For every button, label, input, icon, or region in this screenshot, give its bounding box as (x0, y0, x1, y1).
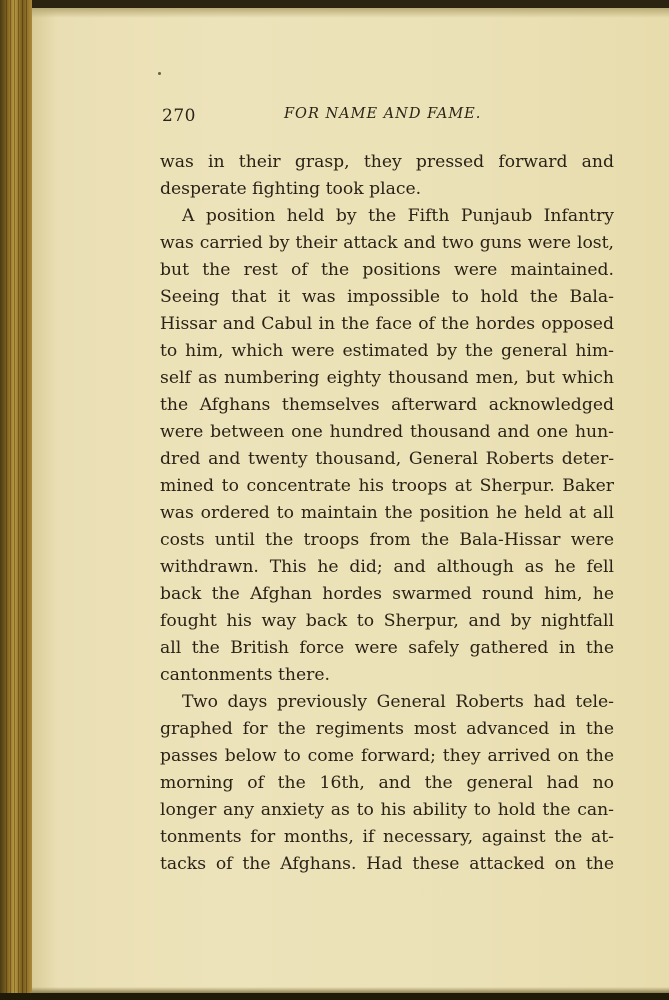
text-line: longer any anxiety as to his ability to hold the can- (160, 800, 614, 820)
page-header (160, 104, 614, 132)
text-line: morning of the 16th, and the general had no (160, 773, 614, 793)
ink-speck (158, 72, 161, 75)
spine-texture (6, 0, 30, 1000)
running-title: FOR NAME AND FAME. (284, 106, 482, 122)
page-top-shadow (32, 8, 669, 18)
text-line: graphed for the regiments most advanced in the (160, 719, 614, 739)
body-text (160, 149, 614, 878)
text-line: all the British force were safely gathered in the (160, 638, 614, 658)
text-line: back the Afghan hordes swarmed round him, he (160, 584, 614, 604)
text-line: was carried by their attack and two guns were lost, (160, 233, 614, 253)
page-number: 270 (162, 106, 196, 126)
text-line: were between one hundred thousand and one hun- (160, 422, 614, 442)
text-line: tonments for months, if necessary, against the at- (160, 827, 614, 847)
text-line: self as numbering eighty thousand men, but which (160, 368, 614, 388)
text-line: the Afghans themselves afterward acknowledged (160, 395, 614, 415)
text-line: fought his way back to Sherpur, and by nightfall (160, 611, 614, 631)
text-line: Two days previously General Roberts had tele- (182, 692, 614, 712)
book-spine (0, 0, 32, 1000)
text-line: passes below to come forward; they arrived on the (160, 746, 614, 766)
text-line: was in their grasp, they pressed forward and (160, 152, 614, 172)
text-line: was ordered to maintain the position he held at all (160, 503, 614, 523)
text-line: to him, which were estimated by the general him- (160, 341, 614, 361)
text-line: mined to concentrate his troops at Sherpur. Baker (160, 476, 614, 496)
text-line: desperate fighting took place. (160, 179, 422, 199)
text-line: but the rest of the positions were maintained. (160, 260, 614, 280)
text-line: Hissar and Cabul in the face of the hordes opposed (160, 314, 614, 334)
text-line: withdrawn. This he did; and although as he fell (160, 557, 614, 577)
text-line: cantonments there. (160, 665, 330, 685)
text-line: costs until the troops from the Bala-Hissar were (160, 530, 614, 550)
text-line: A position held by the Fifth Punjaub Infantry (182, 206, 614, 226)
text-line: Seeing that it was impossible to hold the Bala- (160, 287, 614, 307)
page-bottom-border (0, 993, 669, 1000)
text-line: tacks of the Afghans. Had these attacked on the (160, 854, 614, 874)
text-line: dred and twenty thousand, General Roberts deter- (160, 449, 614, 469)
